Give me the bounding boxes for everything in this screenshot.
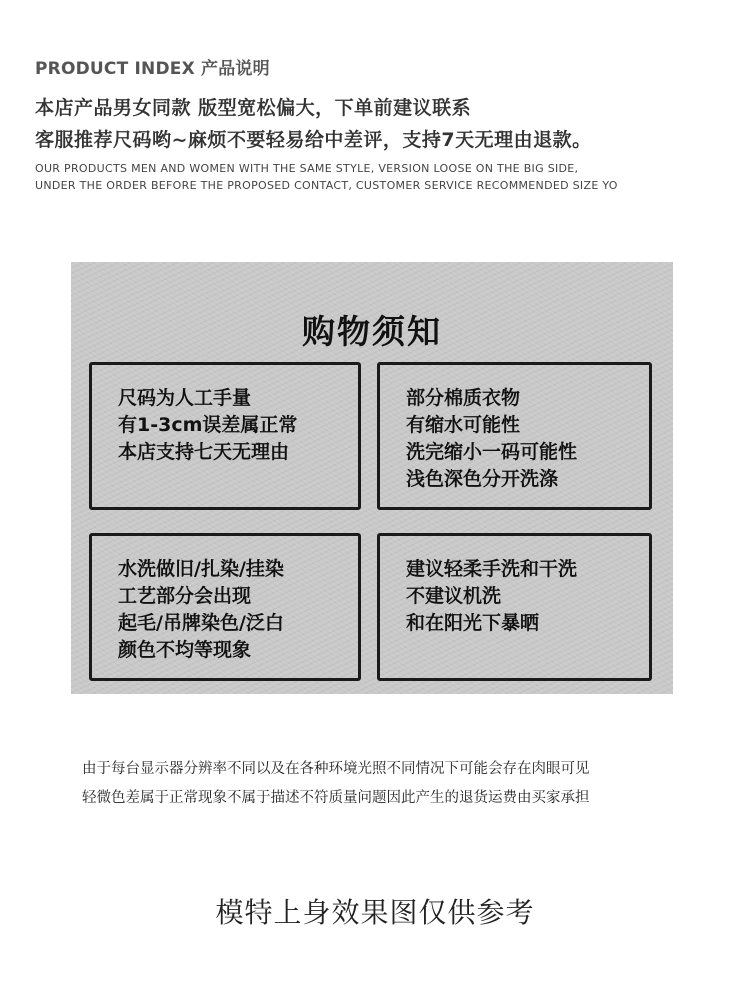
english-intro-line: OUR PRODUCTS MEN AND WOMEN WITH THE SAME STYLE, VERSION LOOSE ON THE BIG SIDE,	[35, 162, 579, 175]
notice-line: 尺码为人工手量	[118, 387, 252, 409]
color-disclaimer-line: 由于每台显示器分辨率不同以及在各种环境光照不同情况下可能会存在肉眼可见	[82, 761, 590, 777]
product-index-title: PRODUCT INDEX 产品说明	[35, 59, 270, 79]
intro-text-line: 客服推荐尺码哟~麻烦不要轻易给中差评，支持7天无理由退款。	[35, 129, 592, 151]
notice-box-sizing	[89, 362, 361, 510]
notice-line: 工艺部分会出现	[118, 585, 252, 607]
intro-text-line: 本店产品男女同款 版型宽松偏大，下单前建议联系	[35, 97, 472, 119]
color-disclaimer-line: 轻微色差属于正常现象不属于描述不符质量问题因此产生的退货运费由买家承担	[82, 790, 590, 806]
notice-line: 有缩水可能性	[406, 414, 521, 436]
shopping-notice-panel	[71, 262, 673, 694]
notice-line: 洗完缩小一码可能性	[406, 441, 578, 463]
notice-title: 购物须知	[302, 312, 442, 351]
notice-line: 和在阳光下暴晒	[406, 612, 540, 634]
model-reference-note: 模特上身效果图仅供参考	[215, 896, 535, 929]
notice-line: 颜色不均等现象	[118, 639, 252, 661]
notice-line: 浅色深色分开洗涤	[406, 468, 559, 490]
notice-line: 起毛/吊牌染色/泛白	[118, 612, 284, 634]
notice-box-washing	[377, 533, 652, 681]
notice-box-shrinkage	[377, 362, 652, 510]
notice-box-dye-process	[89, 533, 361, 681]
notice-line: 本店支持七天无理由	[118, 441, 290, 463]
notice-line: 有1-3cm误差属正常	[118, 414, 298, 436]
notice-line: 建议轻柔手洗和干洗	[406, 558, 578, 580]
notice-line: 不建议机洗	[406, 585, 502, 607]
notice-line: 水洗做旧/扎染/挂染	[118, 558, 284, 580]
notice-line: 部分棉质衣物	[406, 387, 521, 409]
english-intro-line: UNDER THE ORDER BEFORE THE PROPOSED CONTACT, CUSTOMER SERVICE RECOMMENDED SIZE YO	[35, 179, 618, 192]
